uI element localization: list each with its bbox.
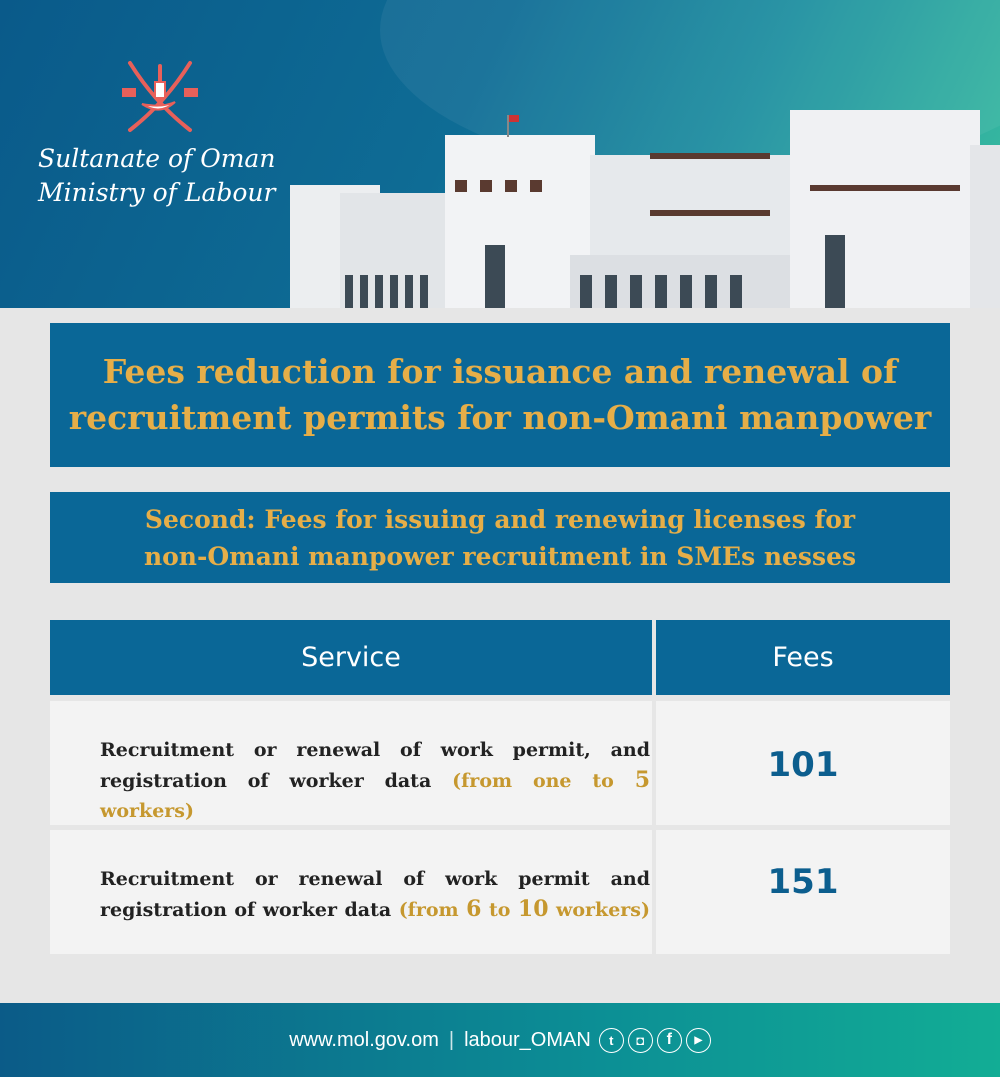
facebook-icon[interactable]: f [657,1028,682,1053]
service-text [100,765,650,826]
org-line-1: Sultanate of Oman [38,144,276,173]
section-subtitle [50,492,950,583]
header-banner [0,0,1000,308]
separator: | [448,1028,455,1051]
range-number: 10 [517,896,549,922]
fee-value: 101 [767,745,839,785]
website-link[interactable]: www.mol.gov.om [289,1028,439,1051]
table-row-1-fee [656,701,950,825]
worker-range [398,896,650,922]
organization-name [38,142,275,210]
subtitle-line-1: Second: Fees for issuing and renewing licenses for [144,504,856,534]
range-number: 5 [634,767,650,793]
service-text [100,894,650,925]
service-text: Recruitment or renewal of work permit, and [100,739,650,761]
twitter-icon[interactable]: t [599,1028,624,1053]
social-handle: labour_OMAN [464,1028,591,1051]
range-number: 6 [466,896,482,922]
header-fees: Fees [656,620,950,695]
page-title [50,323,950,467]
table-row-1-service [50,701,652,825]
title-line-1: Fees reduction for issuance and renewal of [102,352,898,391]
footer [0,1003,1000,1077]
title-line-2: recruitment permits for non-Omani manpower [68,398,932,437]
table-row-2-fee [656,830,950,954]
org-line-2: Ministry of Labour [38,178,276,207]
youtube-icon[interactable]: ▶ [686,1028,711,1053]
range-text: (from one to [452,770,635,792]
table-row-2-service [50,830,652,954]
oman-emblem-icon [120,58,200,138]
range-text: workers) [100,800,194,822]
range-text: to [481,899,518,921]
ministry-building-illustration [270,105,1000,308]
fee-value: 151 [767,862,839,902]
instagram-icon[interactable]: ◘ [628,1028,653,1053]
range-text: workers) [548,899,650,921]
range-text: (from [398,899,467,921]
service-text-2: registration of worker data [100,899,392,921]
subtitle-line-2: non-Omani manpower recruitment in SMEs nesses [143,541,857,571]
service-text-2: registration of worker data [100,770,432,792]
header-service: Service [50,620,652,695]
service-text: Recruitment or renewal of work permit and [100,868,650,890]
